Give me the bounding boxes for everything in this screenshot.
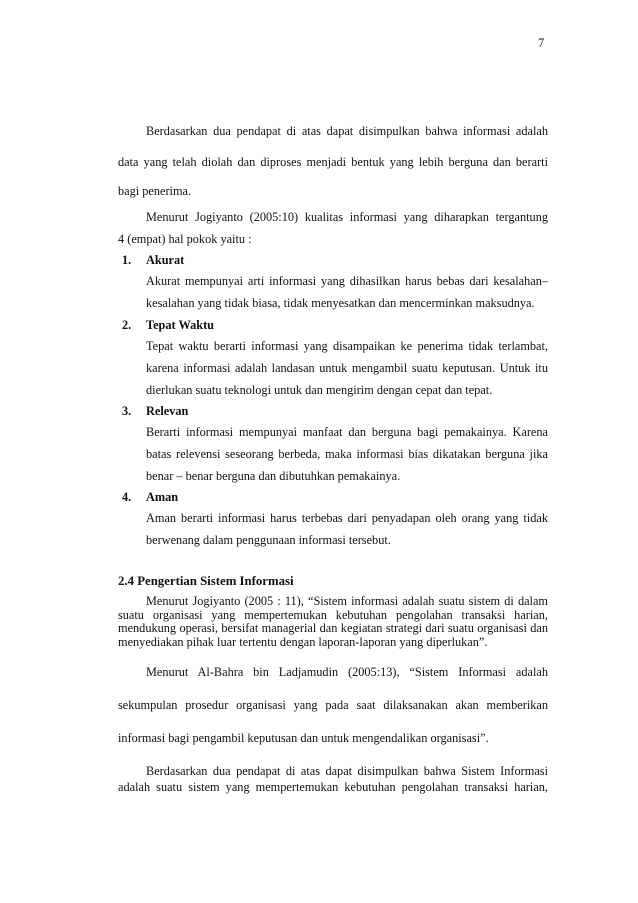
conclusion-line: adalah suatu sistem yang mempertemukan kebutuhan pengolahan transaksi harian, [118,780,548,794]
item-text-line: Berarti informasi mempunyai manfaat dan berguna bagi pemakainya. Karena [146,425,548,439]
item-title: Tepat Waktu [146,318,215,332]
jogiyanto-definition-text: Menurut Jogiyanto (2005 : 11), “Sistem informasi adalah suatu sistem di dalam suatu organisasi yang mempertemukan kebutuhan pengolahan transaksi harian, mendukung operasi, bersifat managerial dan kegiatan strategi dari suatu organisasi dan menyediakan pihak luar tertentu dengan laporan-laporan yang diperlukan”. [118,594,548,650]
item-number: 4. [122,490,132,504]
item-title: Aman [146,490,179,504]
section-heading: 2.4 Pengertian Sistem Informasi [118,574,294,588]
item-text-line: karena informasi adalah landasan untuk mengambil suatu keputusan. Untuk itu [146,361,548,375]
item-text-line: berwenang dalam penggunaan informasi tersebut. [146,533,391,547]
jogiyanto-definition [118,595,548,650]
intro-line: data yang telah diolah dan diproses menjadi bentuk yang lebih berguna dan berarti [118,155,548,169]
conclusion-line: Berdasarkan dua pendapat di atas dapat disimpulkan bahwa Sistem Informasi [146,764,548,778]
item-text-line: kesalahan yang tidak biasa, tidak menyesatkan dan mencerminkan maksudnya. [146,296,535,310]
item-number: 2. [122,318,132,332]
quality-intro-line: Menurut Jogiyanto (2005:10) kualitas informasi yang diharapkan tergantung [146,210,548,224]
page-number: 7 [538,36,545,50]
albahra-line: informasi bagi pengambil keputusan dan untuk mengendalikan organisasi”. [118,731,489,745]
item-number: 3. [122,404,132,418]
item-text-line: batas relevensi seseorang berbeda, maka informasi bias dikatakan berguna jika [146,447,548,461]
albahra-line: Menurut Al-Bahra bin Ladjamudin (2005:13), “Sistem Informasi adalah [146,665,548,679]
item-title: Akurat [146,253,185,267]
quality-intro-line: 4 (empat) hal pokok yaitu : [118,232,252,246]
item-text-line: Aman berarti informasi harus terbebas dari penyadapan oleh orang yang tidak [146,511,548,525]
item-text-line: dierlukan suatu teknologi untuk dan mengirim dengan cepat dan tepat. [146,383,493,397]
item-text-line: Akurat mempunyai arti informasi yang dihasilkan harus bebas dari kesalahan– [146,274,548,288]
item-text-line: Tepat waktu berarti informasi yang disampaikan ke penerima tidak terlambat, [146,339,548,353]
item-number: 1. [122,253,132,267]
item-title: Relevan [146,404,189,418]
item-text-line: benar – benar berguna dan dibutuhkan pemakainya. [146,469,401,483]
albahra-line: sekumpulan prosedur organisasi yang pada saat dilaksanakan akan memberikan [118,698,548,712]
intro-line: bagi penerima. [118,184,192,198]
intro-line: Berdasarkan dua pendapat di atas dapat disimpulkan bahwa informasi adalah [146,124,548,138]
